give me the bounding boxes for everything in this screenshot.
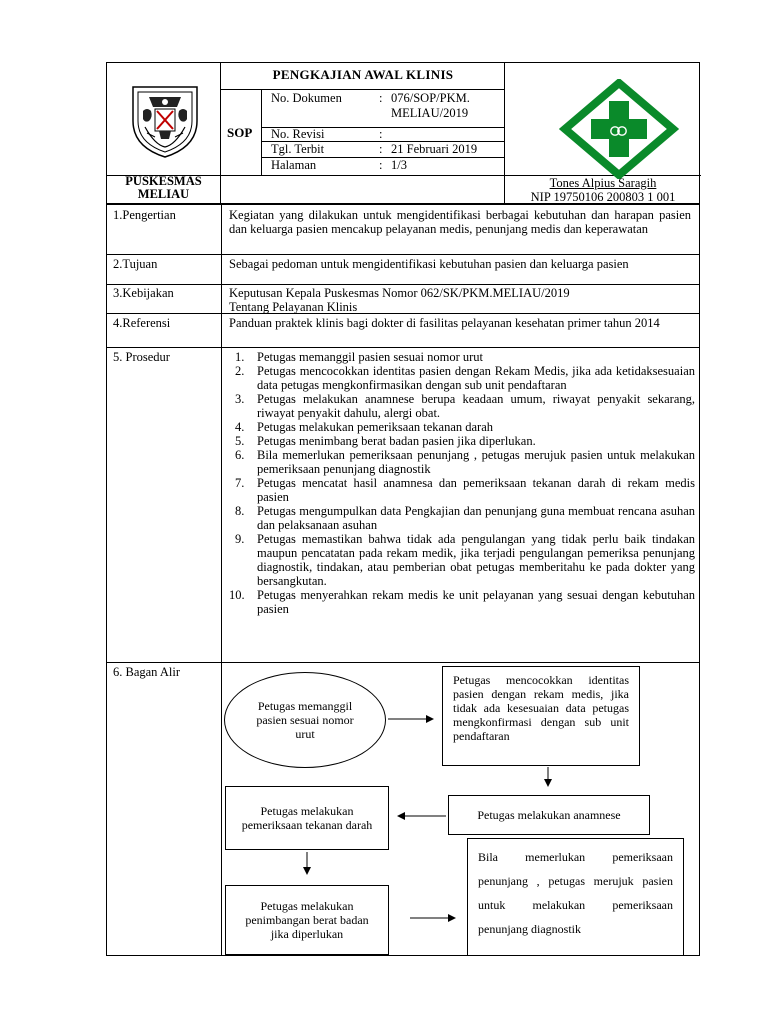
revisi-label: No. Revisi xyxy=(271,127,325,141)
tujuan-label: 2.Tujuan xyxy=(113,257,158,271)
regency-emblem-icon xyxy=(125,81,205,161)
signer-block xyxy=(505,176,701,204)
procedure-step: 6. Bila memerlukan pemeriksaan penunjang , petugas merujuk pasien untuk melakukan pemeriksaan penunjang diagnostik xyxy=(235,448,695,476)
prosedur-label: 5. Prosedur xyxy=(113,350,170,364)
procedure-step: 4. Petugas melakukan pemeriksaan tekanan darah xyxy=(235,420,494,434)
document-title: PENGKAJIAN AWAL KLINIS xyxy=(272,67,454,82)
bagan-label: 6. Bagan Alir xyxy=(113,665,181,679)
prosedur-steps xyxy=(229,350,695,616)
halaman-colon: : xyxy=(379,158,383,172)
dokumen-value-2: MELIAU/2019 xyxy=(391,106,469,120)
revisi-colon: : xyxy=(379,127,383,141)
organization-name xyxy=(107,175,220,201)
procedure-step: 3. Petugas melakukan anamnese berupa keadaan umum, riwayat penyakit sekarang, riwayat penyakit dahulu, alergi obat. xyxy=(235,392,695,420)
terbit-value: 21 Februari 2019 xyxy=(391,142,478,156)
kebijakan-label: 3.Kebijakan xyxy=(113,286,174,300)
flow-node-referral: Bila memerlukan pemeriksaan penunjang , petugas merujuk pasien untuk melakukan pemeriksaan penunjang diagnostik xyxy=(467,838,684,956)
tujuan-text: Sebagai pedoman untuk mengidentifikasi kebutuhan pasien dan keluarga pasien xyxy=(229,257,629,271)
puskesmas-logo-icon xyxy=(559,79,679,179)
procedure-step: 5. Petugas menimbang berat badan pasien jika diperlukan. xyxy=(235,434,536,448)
sop-header xyxy=(106,62,700,204)
referensi-label: 4.Referensi xyxy=(113,316,171,330)
procedure-step: 2. Petugas mencocokkan identitas pasien dengan Rekam Medis, jika ada ketidaksesuaian data petugas mengkonfirmasikan dengan sub unit pendaftaran xyxy=(235,364,695,392)
flow-node-identity-check: Petugas mencocokkan identitas pasien dengan rekam medis, jika tidak ada kesesuaian data petugas mengkonfirmasi dengan sub unit pendaftaran xyxy=(442,666,640,766)
dokumen-colon: : xyxy=(379,91,383,105)
pengertian-label: 1.Pengertian xyxy=(113,208,176,222)
signer-nip: NIP 19750106 200803 1 001 xyxy=(530,190,676,204)
kebijakan-line-1: Keputusan Kepala Puskesmas Nomor 062/SK/PKM.MELIAU/2019 xyxy=(229,286,570,300)
dokumen-label: No. Dokumen xyxy=(271,91,342,105)
procedure-step: 9. Petugas memastikan bahwa tidak ada pengulangan yang tidak perlu baik tindakan maupun pencatatan pada rekam medik, jika terjadi pengulangan pemeriksa penunjang diagnostik, tindakan, atau pemberian obat petugas memberitahu ke pada dokter yang bersangkutan. xyxy=(235,532,695,588)
flow-node-anamnese: Petugas melakukan anamnese xyxy=(448,795,650,835)
kebijakan-text xyxy=(229,286,691,314)
org-line-1: PUSKESMAS xyxy=(125,174,202,188)
pengertian-text: Kegiatan yang dilakukan untuk mengidentifikasi berbagai kebutuhan dan harapan pasien dan keluarga pasien mencakup pelayanan medis, penunjang medis dan keperawatan xyxy=(229,208,691,236)
kebijakan-line-2: Tentang Pelayanan Klinis xyxy=(229,300,358,314)
halaman-label: Halaman xyxy=(271,158,317,172)
referensi-text: Panduan praktek klinis bagi dokter di fasilitas pelayanan kesehatan primer tahun 2014 xyxy=(229,316,660,330)
flow-node-start: Petugas memanggil pasien sesuai nomor urut xyxy=(224,672,386,768)
terbit-label: Tgl. Terbit xyxy=(271,142,325,156)
procedure-step: 1. Petugas memanggil pasien sesuai nomor urut xyxy=(235,350,484,364)
halaman-value: 1/3 xyxy=(391,158,407,172)
terbit-colon: : xyxy=(379,142,383,156)
procedure-step: 7. Petugas mencatat hasil anamnesa dan pemeriksaan tekanan darah di rekam medis pasien xyxy=(235,476,695,504)
signer-name: Tones Alpius Saragih xyxy=(549,176,657,190)
org-line-2: MELIAU xyxy=(137,187,190,201)
flow-node-weighing: Petugas melakukan penimbangan berat badan jika diperlukan xyxy=(225,885,389,955)
procedure-step: 10. Petugas menyerahkan rekam medis ke unit pelayanan yang sesuai dengan kebutuhan pasien xyxy=(229,588,695,616)
flow-node-blood-pressure: Petugas melakukan pemeriksaan tekanan darah xyxy=(225,786,389,850)
dokumen-value-1: 076/SOP/PKM. xyxy=(391,91,470,105)
sop-label: SOP xyxy=(227,125,253,140)
procedure-step: 8. Petugas mengumpulkan data Pengkajian dan penunjang guna membuat rencana asuhan dan pelaksanaan asuhan xyxy=(235,504,695,532)
